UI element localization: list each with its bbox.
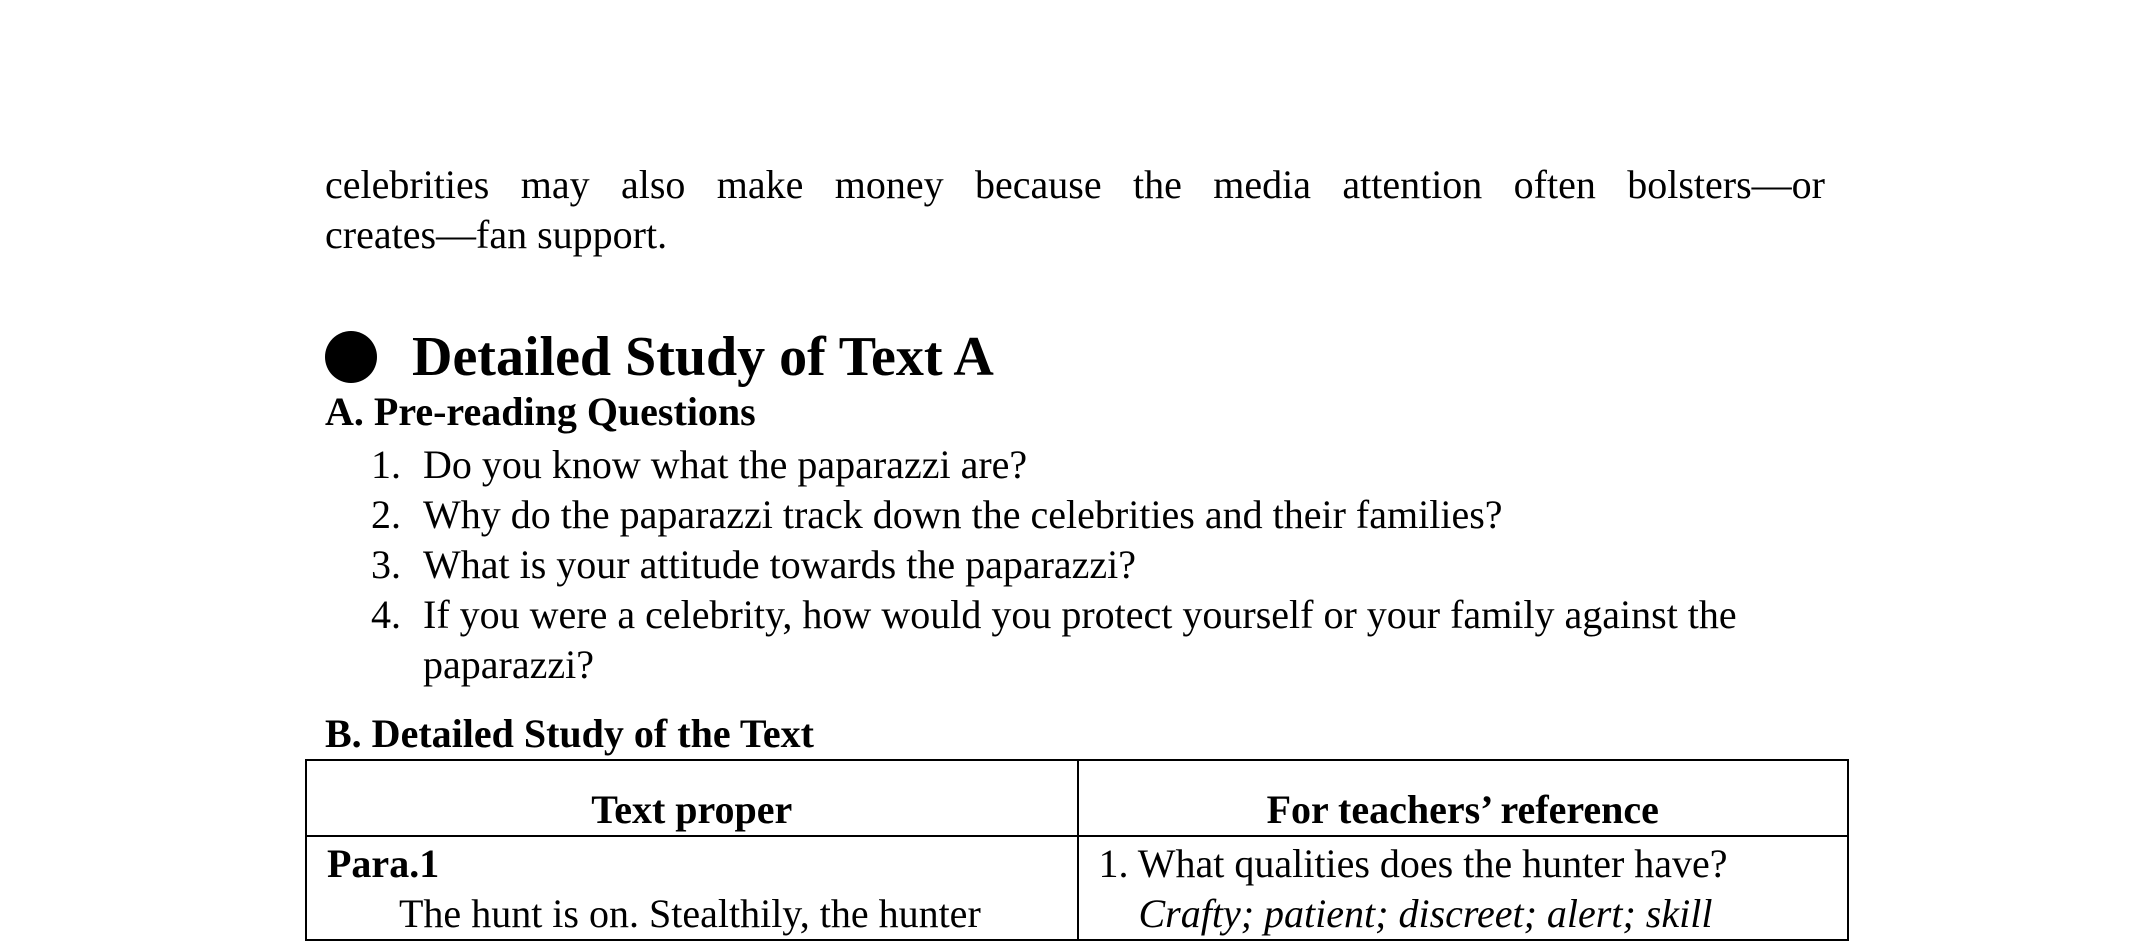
question-number: 3. xyxy=(371,542,401,587)
question-number: 4. xyxy=(371,592,401,637)
text-proper-cell xyxy=(306,836,1078,940)
list-item xyxy=(325,590,1825,690)
intro-line-2: creates—fan support. xyxy=(325,212,668,257)
table-header-row xyxy=(306,760,1848,836)
intro-line-1: celebrities may also make money because the media attention often bolsters—or xyxy=(325,162,1825,207)
section-title: Detailed Study of Text A xyxy=(412,326,994,388)
study-table xyxy=(305,759,1849,941)
question-text: If you were a celebrity, how would you protect yourself or your family against the paparazzi? xyxy=(423,592,1737,687)
detailed-study-heading: B. Detailed Study of the Text xyxy=(325,711,814,756)
question-text: Why do the paparazzi track down the celebrities and their families? xyxy=(423,492,1503,537)
question-text: Do you know what the paparazzi are? xyxy=(423,442,1028,487)
bullet-icon xyxy=(325,331,377,383)
list-item xyxy=(325,490,1825,540)
question-number: 1. xyxy=(371,442,401,487)
reference-question: 1. What qualities does the hunter have? xyxy=(1098,841,1728,886)
table-row xyxy=(306,836,1848,940)
pre-reading-questions xyxy=(325,440,1825,690)
paragraph-label: Para.1 xyxy=(327,841,440,886)
column-header-teachers-reference: For teachers’ reference xyxy=(1078,760,1849,836)
teachers-reference-cell xyxy=(1078,836,1849,940)
intro-paragraph xyxy=(325,160,1825,260)
question-number: 2. xyxy=(371,492,401,537)
question-text: What is your attitude towards the paparazzi? xyxy=(423,542,1137,587)
column-header-text-proper: Text proper xyxy=(306,760,1078,836)
paragraph-text: The hunt is on. Stealthily, the hunter xyxy=(399,891,981,936)
reference-answer: Crafty; patient; discreet; alert; skill xyxy=(1138,891,1713,936)
list-item xyxy=(325,440,1825,490)
list-item xyxy=(325,540,1825,590)
section-heading xyxy=(325,322,994,392)
pre-reading-heading: A. Pre-reading Questions xyxy=(325,389,756,434)
